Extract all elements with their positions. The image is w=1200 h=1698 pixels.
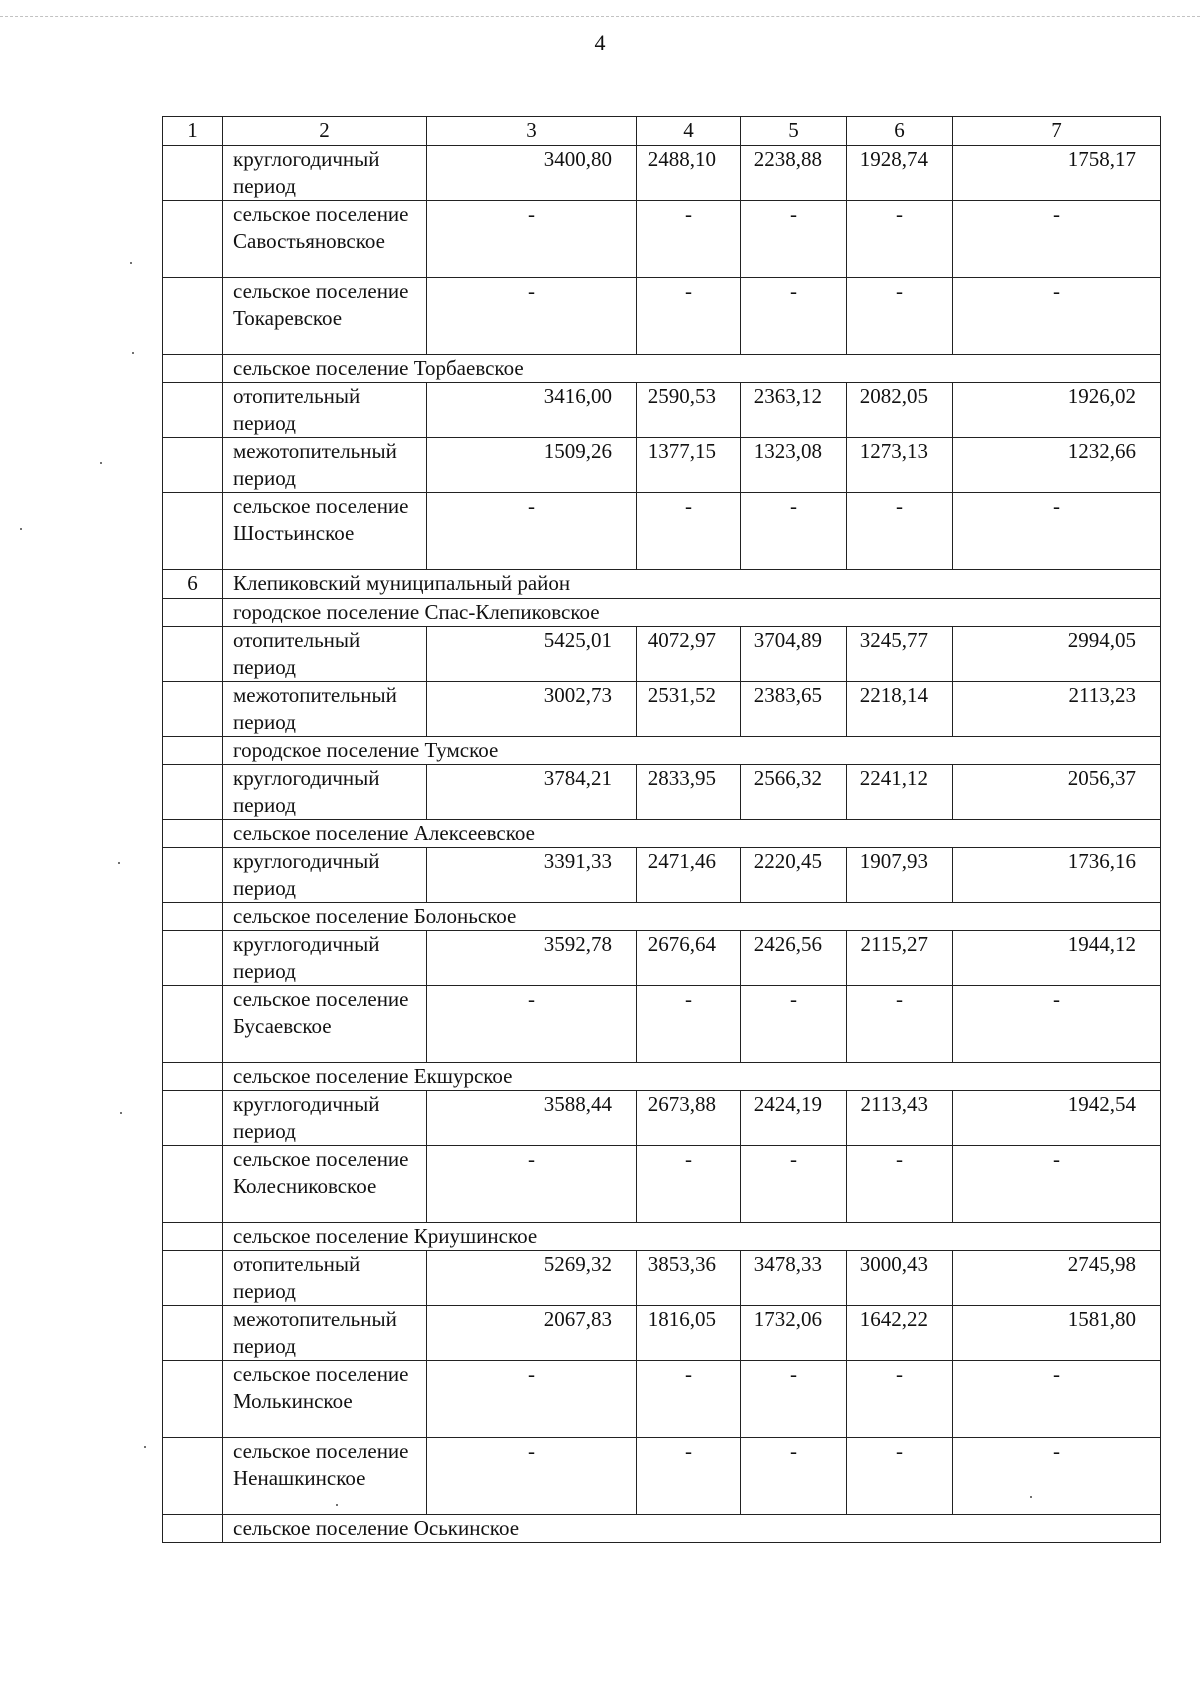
row-label: сельское поселение Токаревское [223,278,427,355]
value-cell: 3588,44 [427,1091,637,1146]
value-cell: - [741,986,847,1063]
row-number-cell [163,1438,223,1515]
row-number-cell [163,848,223,903]
table-row [163,682,1161,737]
row-number-cell [163,599,223,627]
row-number-cell [163,627,223,682]
value-cell: - [427,493,637,570]
value-cell: - [953,1438,1161,1515]
tariff-table [162,116,1161,1543]
value-cell: 2994,05 [953,627,1161,682]
value-cell: - [847,201,953,278]
value-cell: 1926,02 [953,383,1161,438]
row-number-cell [163,1251,223,1306]
table-row [163,1361,1161,1438]
value-cell: 2113,23 [953,682,1161,737]
row-number-cell [163,682,223,737]
value-cell: 1732,06 [741,1306,847,1361]
value-cell: 2220,45 [741,848,847,903]
value-cell: 3592,78 [427,931,637,986]
value-cell: 1928,74 [847,146,953,201]
value-cell: 1642,22 [847,1306,953,1361]
value-cell: 2531,52 [637,682,741,737]
value-cell: 2673,88 [637,1091,741,1146]
section-row [163,599,1161,627]
value-cell: - [953,278,1161,355]
section-label: городское поселение Спас-Клепиковское [223,599,1161,627]
value-cell: - [847,493,953,570]
value-cell: 2238,88 [741,146,847,201]
section-row [163,737,1161,765]
value-cell: - [953,986,1161,1063]
value-cell: 1736,16 [953,848,1161,903]
header-cell: 5 [741,117,847,146]
row-number-cell [163,383,223,438]
row-label: сельское поселение Ненашкинское [223,1438,427,1515]
header-cell: 6 [847,117,953,146]
row-label: межотопительный период [223,438,427,493]
value-cell: - [953,493,1161,570]
table-row [163,848,1161,903]
row-label: сельское поселение Савостьяновское [223,201,427,278]
table-row [163,627,1161,682]
value-cell: 2676,64 [637,931,741,986]
section-row [163,570,1161,599]
value-cell: 3784,21 [427,765,637,820]
scan-top-edge-line [0,16,1200,17]
value-cell: 3704,89 [741,627,847,682]
row-number-cell [163,1223,223,1251]
row-number-cell [163,146,223,201]
row-number-cell [163,820,223,848]
value-cell: - [637,986,741,1063]
value-cell: 3000,43 [847,1251,953,1306]
table-row [163,931,1161,986]
value-cell: 1323,08 [741,438,847,493]
value-cell: 2488,10 [637,146,741,201]
scan-speck [132,352,134,354]
table-row [163,1438,1161,1515]
row-label: сельское поселение Колесниковское [223,1146,427,1223]
row-number-cell [163,1063,223,1091]
row-number-cell [163,903,223,931]
scan-speck [118,862,120,864]
value-cell: 2056,37 [953,765,1161,820]
value-cell: 2745,98 [953,1251,1161,1306]
section-label: сельское поселение Торбаевское [223,355,1161,383]
value-cell: - [637,1361,741,1438]
section-label: сельское поселение Болоньское [223,903,1161,931]
value-cell: - [741,278,847,355]
row-number-cell: 6 [163,570,223,599]
scan-speck [20,528,22,530]
row-label: круглогодичный период [223,765,427,820]
scan-speck [144,1446,146,1448]
value-cell: 3002,73 [427,682,637,737]
value-cell: 2383,65 [741,682,847,737]
table-body [163,117,1161,1543]
value-cell: 3478,33 [741,1251,847,1306]
value-cell: - [741,201,847,278]
header-cell: 2 [223,117,427,146]
section-row [163,1515,1161,1543]
row-label: круглогодичный период [223,146,427,201]
value-cell: 2590,53 [637,383,741,438]
header-cell: 7 [953,117,1161,146]
row-label: отопительный период [223,627,427,682]
scan-speck [1030,1496,1032,1498]
section-label: сельское поселение Оськинское [223,1515,1161,1543]
row-label: круглогодичный период [223,1091,427,1146]
value-cell: 1944,12 [953,931,1161,986]
header-cell: 4 [637,117,741,146]
value-cell: 2424,19 [741,1091,847,1146]
value-cell: - [741,1361,847,1438]
value-cell: - [847,278,953,355]
value-cell: - [427,278,637,355]
value-cell: 2471,46 [637,848,741,903]
value-cell: 1273,13 [847,438,953,493]
row-label: сельское поселение Бусаевское [223,986,427,1063]
table-row [163,438,1161,493]
section-label: сельское поселение Екшурское [223,1063,1161,1091]
row-number-cell [163,986,223,1063]
value-cell: 1942,54 [953,1091,1161,1146]
page-number: 4 [594,30,606,55]
section-label: сельское поселение Криушинское [223,1223,1161,1251]
section-label: Клепиковский муниципальный район [223,570,1161,599]
value-cell: - [637,493,741,570]
value-cell: 2833,95 [637,765,741,820]
value-cell: 5425,01 [427,627,637,682]
value-cell: 2082,05 [847,383,953,438]
scan-speck [120,1112,122,1114]
row-label: сельское поселение Молькинское [223,1361,427,1438]
row-number-cell [163,1306,223,1361]
table-header-row [163,117,1161,146]
value-cell: 2113,43 [847,1091,953,1146]
value-cell: - [847,986,953,1063]
table-row [163,765,1161,820]
table-row [163,1306,1161,1361]
value-cell: 4072,97 [637,627,741,682]
value-cell: 2241,12 [847,765,953,820]
row-number-cell [163,201,223,278]
table-row [163,493,1161,570]
value-cell: 1907,93 [847,848,953,903]
row-number-cell [163,737,223,765]
value-cell: - [847,1361,953,1438]
row-number-cell [163,931,223,986]
section-row [163,903,1161,931]
row-label: межотопительный период [223,1306,427,1361]
row-number-cell [163,1361,223,1438]
value-cell: - [427,1438,637,1515]
row-number-cell [163,355,223,383]
row-number-cell [163,765,223,820]
value-cell: - [427,201,637,278]
row-label: сельское поселение Шостьинское [223,493,427,570]
value-cell: - [637,1438,741,1515]
value-cell: - [847,1146,953,1223]
value-cell: - [953,1361,1161,1438]
scan-speck [130,262,132,264]
row-label: отопительный период [223,1251,427,1306]
value-cell: 2363,12 [741,383,847,438]
row-number-cell [163,1091,223,1146]
value-cell: 2067,83 [427,1306,637,1361]
value-cell: 3853,36 [637,1251,741,1306]
value-cell: 1232,66 [953,438,1161,493]
section-label: городское поселение Тумское [223,737,1161,765]
value-cell: - [953,201,1161,278]
table-row [163,278,1161,355]
header-cell: 1 [163,117,223,146]
value-cell: 3245,77 [847,627,953,682]
value-cell: 2218,14 [847,682,953,737]
row-number-cell [163,438,223,493]
table-row [163,146,1161,201]
value-cell: 1377,15 [637,438,741,493]
scan-speck [336,1504,338,1506]
value-cell: 1816,05 [637,1306,741,1361]
section-row [163,1063,1161,1091]
header-cell: 3 [427,117,637,146]
table-row [163,383,1161,438]
section-label: сельское поселение Алексеевское [223,820,1161,848]
value-cell: - [637,278,741,355]
section-row [163,1223,1161,1251]
scan-speck [100,462,102,464]
table-row [163,1146,1161,1223]
value-cell: 2115,27 [847,931,953,986]
value-cell: - [953,1146,1161,1223]
value-cell: - [427,986,637,1063]
value-cell: 3400,80 [427,146,637,201]
value-cell: - [847,1438,953,1515]
value-cell: - [427,1146,637,1223]
value-cell: 1758,17 [953,146,1161,201]
table-row [163,1251,1161,1306]
value-cell: - [637,201,741,278]
value-cell: - [637,1146,741,1223]
row-number-cell [163,278,223,355]
value-cell: 2566,32 [741,765,847,820]
value-cell: 3391,33 [427,848,637,903]
value-cell: 5269,32 [427,1251,637,1306]
value-cell: 1581,80 [953,1306,1161,1361]
row-label: отопительный период [223,383,427,438]
row-number-cell [163,1515,223,1543]
value-cell: - [427,1361,637,1438]
row-label: круглогодичный период [223,931,427,986]
value-cell: - [741,1438,847,1515]
table-row [163,201,1161,278]
table-row [163,1091,1161,1146]
value-cell: 3416,00 [427,383,637,438]
row-label: межотопительный период [223,682,427,737]
row-number-cell [163,1146,223,1223]
table-row [163,986,1161,1063]
row-label: круглогодичный период [223,848,427,903]
section-row [163,355,1161,383]
value-cell: 2426,56 [741,931,847,986]
section-row [163,820,1161,848]
value-cell: 1509,26 [427,438,637,493]
value-cell: - [741,1146,847,1223]
value-cell: - [741,493,847,570]
row-number-cell [163,493,223,570]
